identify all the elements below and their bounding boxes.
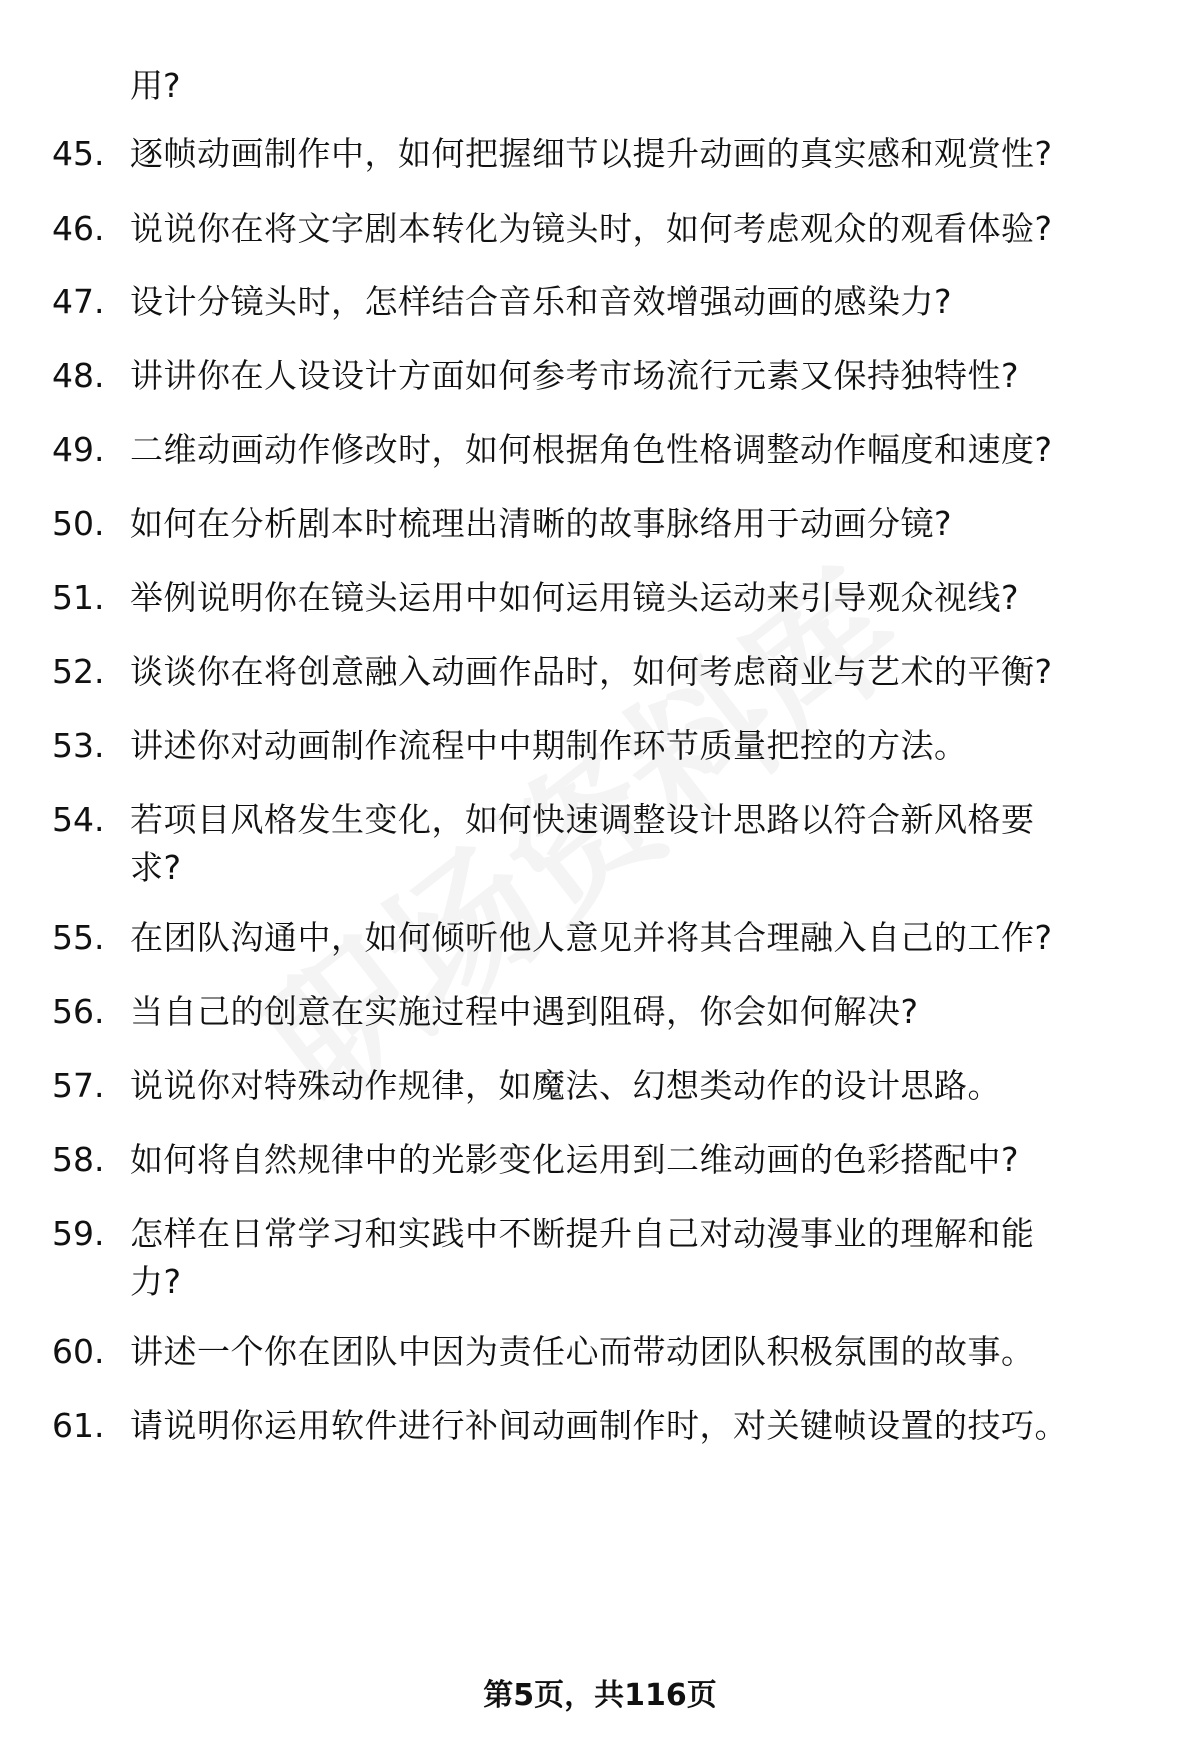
question-continuation: 用? (130, 66, 181, 105)
question-number: 60. (52, 1332, 105, 1371)
question-number: 54. (52, 800, 105, 839)
question-text (130, 426, 1130, 474)
question-number: 58. (52, 1140, 105, 1179)
question-number: 49. (52, 430, 105, 469)
question-text-line: 怎样在日常学习和实践中不断提升自己对动漫事业的理解和能 (130, 1214, 1035, 1253)
question-number: 61. (52, 1406, 105, 1445)
question-number: 46. (52, 209, 105, 248)
question-text (130, 1062, 1130, 1110)
question-text-line: 二维动画动作修改时，如何根据角色性格调整动作幅度和速度? (130, 430, 1053, 469)
question-number: 50. (52, 504, 105, 543)
question-text-line: 讲述你对动画制作流程中中期制作环节质量把控的方法。 (130, 726, 968, 765)
question-text (130, 574, 1130, 622)
question-text (130, 914, 1130, 962)
question-text-line: 说说你在将文字剧本转化为镜头时，如何考虑观众的观看体验? (130, 209, 1053, 248)
question-text (130, 648, 1130, 696)
question-text-line: 讲讲你在人设设计方面如何参考市场流行元素又保持独特性? (130, 356, 1020, 395)
question-text-line: 讲述一个你在团队中因为责任心而带动团队积极氛围的故事。 (130, 1332, 1035, 1371)
question-number: 52. (52, 652, 105, 691)
question-text-line: 说说你对特殊动作规律，如魔法、幻想类动作的设计思路。 (130, 1066, 1001, 1105)
question-text (130, 796, 1130, 892)
question-text (130, 1210, 1130, 1306)
question-text-line: 设计分镜头时，怎样结合音乐和音效增强动画的感染力? (130, 282, 953, 321)
page-footer: 第5页，共116页 (483, 1678, 717, 1713)
question-text-line: 举例说明你在镜头运用中如何运用镜头运动来引导观众视线? (130, 578, 1020, 617)
question-text (130, 130, 1130, 178)
question-text-line: 请说明你运用软件进行补间动画制作时，对关键帧设置的技巧。 (130, 1406, 1068, 1445)
question-number: 48. (52, 356, 105, 395)
question-number: 56. (52, 992, 105, 1031)
question-text (130, 1328, 1130, 1376)
question-number: 59. (52, 1214, 105, 1253)
question-text (130, 1136, 1130, 1184)
question-text (130, 278, 1130, 326)
question-text-line: 如何将自然规律中的光影变化运用到二维动画的色彩搭配中? (130, 1140, 1020, 1179)
question-text (130, 1402, 1130, 1450)
question-number: 45. (52, 134, 105, 173)
question-number: 55. (52, 918, 105, 957)
question-number: 57. (52, 1066, 105, 1105)
question-text (130, 722, 1130, 770)
question-number: 53. (52, 726, 105, 765)
question-text-line: 力? (130, 1262, 182, 1301)
question-text (130, 988, 1130, 1036)
question-number: 47. (52, 282, 105, 321)
question-text-line: 在团队沟通中，如何倾听他人意见并将其合理融入自己的工作? (130, 918, 1053, 957)
question-text-line: 如何在分析剧本时梳理出清晰的故事脉络用于动画分镜? (130, 504, 953, 543)
question-text-line: 谈谈你在将创意融入动画作品时，如何考虑商业与艺术的平衡? (130, 652, 1053, 691)
question-text-line: 若项目风格发生变化，如何快速调整设计思路以符合新风格要 (130, 800, 1035, 839)
question-number: 51. (52, 578, 105, 617)
question-text (130, 500, 1130, 548)
question-text-line: 逐帧动画制作中，如何把握细节以提升动画的真实感和观赏性? (130, 134, 1053, 173)
question-text-line: 当自己的创意在实施过程中遇到阻碍，你会如何解决? (130, 992, 919, 1031)
question-text (130, 352, 1130, 400)
question-text-line: 求? (130, 848, 182, 887)
question-text (130, 205, 1130, 253)
